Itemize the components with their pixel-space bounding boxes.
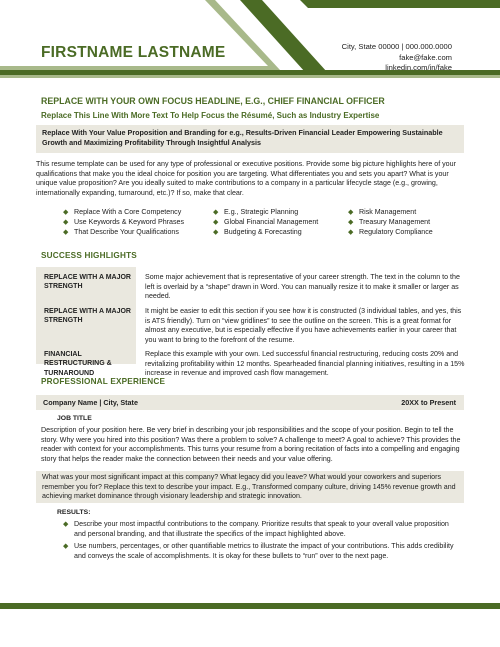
focus-headline: REPLACE WITH YOUR OWN FOCUS HEADLINE, E.G., CHIEF FINANCIAL OFFICER: [41, 96, 385, 106]
job-title: JOB TITLE: [57, 415, 92, 422]
section-title-success: SUCCESS HIGHLIGHTS: [41, 251, 137, 260]
header-corner-stripe: [300, 0, 500, 8]
competency-column-2: [213, 208, 318, 238]
competency-item: ◆ Use Keywords & Keyword Phrases: [63, 217, 184, 226]
header-underline-light: [0, 75, 500, 78]
bullet-icon: ◆: [63, 228, 69, 236]
competency-item: ◆ That Describe Your Qualifications: [63, 227, 179, 236]
competency-item: ◆ Replace With a Core Competency: [63, 208, 182, 216]
section-title-experience: PROFESSIONAL EXPERIENCE: [41, 377, 166, 386]
competency-column-3: [348, 208, 433, 238]
competency-item: ◆ Regulatory Compliance: [348, 227, 433, 236]
contact-line-location-phone: City, State 00000 | 000.000.0000: [341, 42, 452, 51]
footer-bar: [0, 603, 500, 609]
candidate-name: FIRSTNAME LASTNAME: [41, 44, 226, 61]
bullet-icon: ◆: [63, 521, 69, 528]
contact-line-linkedin: linkedin.com/in/fake: [385, 63, 452, 72]
bullet-icon: ◆: [63, 209, 69, 216]
bullet-icon: ◆: [213, 228, 219, 236]
highlight-text: Some major achievement that is representative of your career strength. The text in the column to the left is overlaid by a “shape” drawn in Word. You can manually resize it to make it smaller or larger as needed.: [145, 273, 460, 301]
bullet-icon: ◆: [213, 209, 219, 216]
highlight-text: Replace this example with your own. Led successful financial restructuring, reducing costs 20% and revitalizing profitability within 12 months. Spearheaded financial planning initiatives, resulting in a 15% increase in revenue and improved cash flow management.: [145, 350, 465, 378]
impact-text: What was your most significant impact at this company? What legacy did you leave? What would your coworkers and superiors remember you for? Replace this text to describe your impact. E.g., Transformed company culture, driving 145% revenue growth and achieving market dominance through visionary leadership and strategic innovation.: [42, 473, 456, 501]
contact-line-email: fake@fake.com: [399, 52, 452, 62]
competency-item: ◆ E.g., Strategic Planning: [213, 208, 299, 216]
company-name: Company Name | City, State: [43, 398, 138, 407]
competency-item: ◆ Global Financial Management: [213, 217, 319, 226]
highlight-label: REPLACE WITH A MAJOR STRENGTH: [44, 308, 131, 325]
contact-info: [342, 42, 452, 74]
company-bar: [36, 395, 464, 410]
competency-item: ◆ Budgeting & Forecasting: [213, 227, 302, 236]
results-list: [63, 520, 461, 564]
bullet-icon: ◆: [213, 218, 219, 226]
competency-column-1: [63, 208, 184, 238]
bullet-icon: ◆: [63, 218, 69, 226]
job-description: Description of your position here. Be very brief in describing your job responsibilities and the scope of your position. Begin to tell the story. Why were you hired into this position? Was there a problem to solve? A challenge to meet? A goal to achieve? This provides the reader with context for your accomplishments. This turns your resume from a boring recitation of facts into a compelling and engaging story that helps the reader make the connection between their needs and your value offering.: [41, 426, 461, 463]
bullet-icon: ◆: [63, 543, 69, 551]
value-proposition-box: [36, 125, 464, 153]
bullet-icon: ◆: [348, 218, 354, 226]
list-item: ◆ Use numbers, percentages, or other quantifiable metrics to illustrate the impact of your contributions. This adds credibility and conveys the scale of accomplishments. It is okay for these bullets to “run” over to the next page.: [63, 542, 454, 560]
competency-item: ◆ Risk Management: [348, 208, 417, 216]
highlight-text: It might be easier to edit this section if you see how it is constructed (3 individual tables, and yes, this is ATS friendly). Turn on “view gridlines” to see the outline on the screen. This is a great format for almost any executive, but is especially effective if you have achievements earlier in your career that you want to bring to the forefront of the resume.: [145, 307, 462, 345]
impact-box: [36, 471, 464, 503]
highlight-label: REPLACE WITH A MAJOR STRENGTH: [44, 274, 131, 291]
competency-item: ◆ Treasury Management: [348, 217, 431, 226]
value-proposition-text: Replace With Your Value Proposition and Branding for e.g., Results-Driven Financial Leader Empowering Sustainable Growth and Maximizing Profitability Through Insightful Analysis: [42, 128, 443, 147]
bullet-icon: ◆: [348, 228, 354, 236]
results-label: RESULTS:: [57, 509, 91, 516]
summary-paragraph: This resume template can be used for any type of professional or executive positions. Provide some big picture highlights here of your qualifications that make you the ideal choice for position you are targeting. What differentiates you and sets you apart? What is your unique value proposition? Are you ideally suited to make contributions to a company in a particular lifecycle stage (e.g., growing, internationally expanding, turnaround, etc.)? If so, make that clear.: [36, 160, 456, 198]
bullet-icon: ◆: [348, 209, 354, 216]
focus-subheadline: Replace This Line With More Text To Help Focus the Résumé, Such as Industry Expertise: [41, 111, 380, 120]
list-item: ◆ Describe your most impactful contributions to the company. Prioritize results that speak to your overall value proposition and personal branding, and that illustrate the specifics of the impact highlighted above.: [63, 520, 449, 538]
highlight-label: FINANCIAL RESTRUCTURING & TURNAROUND: [44, 351, 112, 377]
employment-dates: 20XX to Present: [401, 398, 456, 407]
